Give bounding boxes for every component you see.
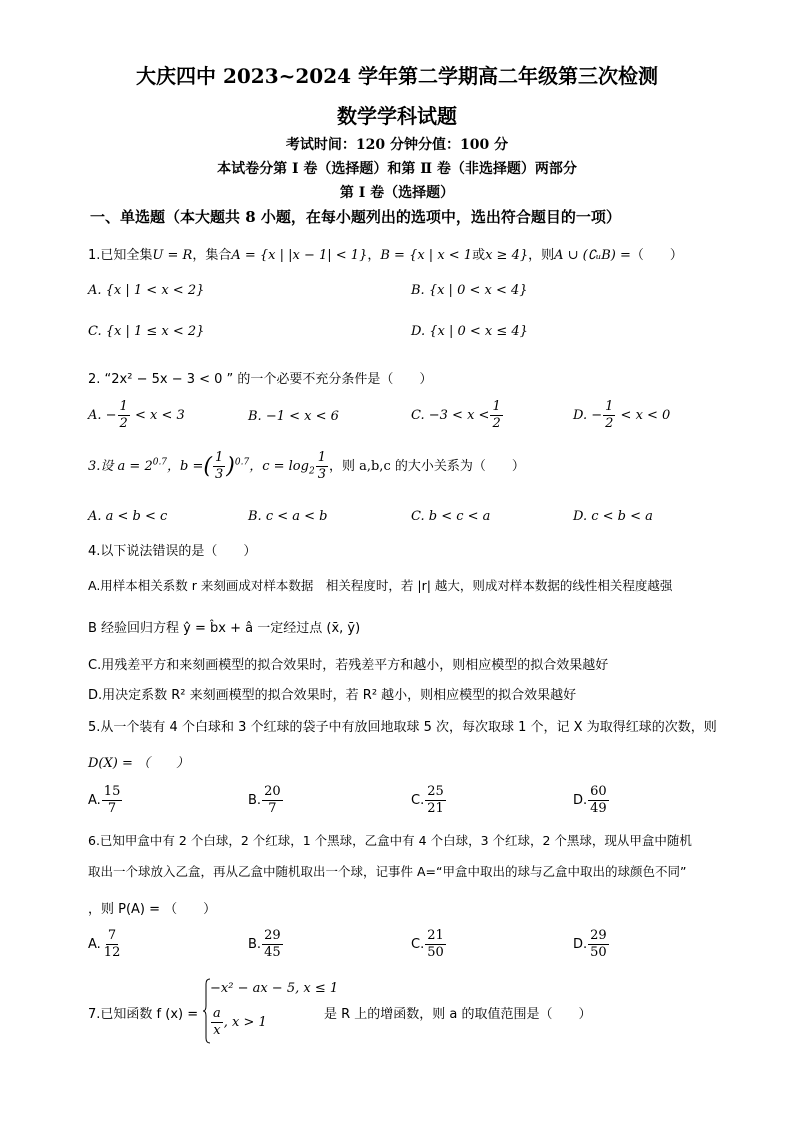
q7-case-2-num: a xyxy=(213,1006,221,1021)
q6-option-d xyxy=(573,928,610,961)
q5-b-fraction xyxy=(262,784,283,817)
q6-d-letter: D. xyxy=(573,937,588,952)
q1-prefix: 1.已知全集 xyxy=(88,248,153,263)
q6-c-letter: C. xyxy=(411,937,425,952)
q2-a-pre: A. − xyxy=(88,408,117,423)
exam-subtitle: 数学学科试题 xyxy=(337,104,457,128)
question-6-line-1: 6.已知甲盒中有 2 个白球，2 个红球，1 个黑球，乙盒中有 4 个白球，3 个红球，2 个黑球，现从甲盒中随机 xyxy=(88,833,692,848)
q6-d-den: 50 xyxy=(590,945,607,960)
q5-option-c xyxy=(411,784,447,817)
q3-mid1: ，b = xyxy=(167,459,204,474)
q6-a-den: 12 xyxy=(103,945,121,960)
q2-a-fraction xyxy=(118,399,130,432)
q5-option-b xyxy=(248,784,284,817)
q2-c-pre: C. −3 < x < xyxy=(411,408,490,423)
q2-d-pre: D. − xyxy=(573,408,603,423)
q5-a-fraction xyxy=(102,784,123,817)
q6-c-den: 50 xyxy=(427,945,444,960)
q6-option-a xyxy=(88,928,123,961)
q3-pre: 3.设 a = 2 xyxy=(88,459,153,474)
q2-c-num: 1 xyxy=(492,399,501,414)
q3-post: ，则 a,b,c 的大小关系为（ ） xyxy=(328,459,525,474)
q2-a-den: 2 xyxy=(119,416,128,431)
q1-option-c: C. {x | 1 ≤ x < 2} xyxy=(88,324,205,339)
question-1-stem xyxy=(88,244,683,263)
question-5-stem-2: D(X) = （ ） xyxy=(88,756,189,771)
q3-option-a: A. a < b < c xyxy=(88,509,168,524)
q3-option-b: B. c < a < b xyxy=(248,509,328,524)
q5-d-fraction xyxy=(588,784,609,817)
volume-heading: 第 Ⅰ 卷（选择题） xyxy=(339,185,455,201)
question-6-line-2: 取出一个球放入乙盒，再从乙盒中随机取出一个球，记事件 A=“甲盒中取出的球与乙盒中取出的球颜色不同” xyxy=(88,864,687,879)
q6-c-num: 21 xyxy=(427,928,444,943)
q7-case-2-den: x xyxy=(213,1023,221,1038)
q2-d-num: 1 xyxy=(605,399,614,414)
q3-den: 3 xyxy=(215,467,224,482)
q1-or: 或 xyxy=(472,248,486,263)
q6-a-num: 7 xyxy=(107,928,117,943)
question-7-prefix: 7.已知函数 f (x) = xyxy=(88,1007,199,1022)
q1-option-b: B. {x | 0 < x < 4} xyxy=(411,283,528,298)
q5-option-d xyxy=(573,784,610,817)
q1-option-a: A. {x | 1 < x < 2} xyxy=(88,283,205,298)
q6-b-den: 45 xyxy=(264,945,281,960)
q2-option-b: B. −1 < x < 6 xyxy=(248,409,339,424)
q3-exp1: 0.7 xyxy=(152,457,168,468)
q1-blank: （ ） xyxy=(630,248,683,263)
q3-left-paren: ( xyxy=(203,454,212,479)
q5-d-num: 60 xyxy=(590,784,607,799)
q1-mid: ，集合 xyxy=(192,248,232,263)
q3-num: 1 xyxy=(215,450,224,465)
q2-option-d xyxy=(573,399,670,432)
section-heading: 一、单选题（本大题共 8 小题，在每小题列出的选项中，选出符合题目的一项） xyxy=(90,208,621,226)
q6-option-b xyxy=(248,928,284,961)
q3-fraction-1 xyxy=(213,450,225,483)
exam-title: 大庆四中 2023~2024 学年第二学期高二年级第三次检测 xyxy=(135,64,658,88)
q2-c-fraction xyxy=(490,399,502,432)
q2-a-num: 1 xyxy=(119,399,128,414)
q2-c-den: 2 xyxy=(492,416,501,431)
exam-time: 考试时间：120 分钟分值：100 分 xyxy=(285,137,509,153)
q3-fraction-2 xyxy=(316,450,328,483)
q1-option-d: D. {x | 0 < x ≤ 4} xyxy=(411,324,528,339)
q5-option-a xyxy=(88,784,123,817)
q5-c-num: 25 xyxy=(427,784,444,799)
q3-mid2: ，c = log xyxy=(249,459,309,474)
q5-c-den: 21 xyxy=(427,801,444,816)
q4-option-c: C.用残差平方和来刻画模型的拟合效果时，若残差平方和越小，则相应模型的拟合效果越好 xyxy=(88,658,609,673)
q5-c-fraction xyxy=(425,784,446,817)
q6-d-fraction xyxy=(588,928,609,961)
q2-d-fraction xyxy=(603,399,615,432)
q1-universal-set: U = R xyxy=(152,248,193,263)
q4-option-d: D.用决定系数 R² 来刻画模型的拟合效果时，若 R² 越小，则相应模型的拟合效果越好 xyxy=(88,688,577,703)
q3-right-paren: ) xyxy=(226,454,235,479)
question-2-stem: 2. “2x² − 5x − 3 < 0 ” 的一个必要不充分条件是（ ） xyxy=(88,372,433,387)
q1-set-b-part2: x ≥ 4} xyxy=(485,248,529,263)
q4-option-b: B 经验回归方程 ŷ = b̂x + â 一定经过点 (x̄, ȳ) xyxy=(88,621,361,636)
q3-den2: 3 xyxy=(317,467,326,482)
q2-option-c xyxy=(411,399,504,432)
q6-option-c xyxy=(411,928,447,961)
q3-exp2: 0.7 xyxy=(234,457,250,468)
question-4-stem: 4.以下说法错误的是（ ） xyxy=(88,544,257,559)
q6-d-num: 29 xyxy=(590,928,607,943)
q1-set-b-part1: B = {x | x < 1 xyxy=(380,248,473,263)
q7-case-2 xyxy=(210,1006,267,1039)
exam-structure: 本试卷分第 Ⅰ 卷（选择题）和第 Ⅱ 卷（非选择题）两部分 xyxy=(217,161,577,177)
q4-option-a: A.用样本相关系数 r 来刻画成对样本数据 相关程度时，若 |r| 越大，则成对样本数据的线性相关程度越强 xyxy=(88,578,673,593)
q1-sep: ， xyxy=(367,248,381,263)
question-6-line-3: ，则 P(A) = （ ） xyxy=(88,902,217,917)
q5-b-den: 7 xyxy=(268,801,277,816)
q2-a-post: < x < 3 xyxy=(130,408,185,423)
q3-option-d: D. c < b < a xyxy=(573,509,653,524)
q5-a-den: 7 xyxy=(107,801,117,816)
q3-num2: 1 xyxy=(317,450,326,465)
q6-b-num: 29 xyxy=(264,928,281,943)
question-7-tail: 是 R 上的增函数，则 a 的取值范围是（ ） xyxy=(324,1007,592,1022)
question-3-stem xyxy=(88,450,525,483)
q3-log-base: 2 xyxy=(308,466,315,477)
q1-set-a: A = {x | |x − 1| < 1} xyxy=(231,248,368,263)
q5-b-letter: B. xyxy=(248,793,262,808)
q1-then: ，则 xyxy=(528,248,555,263)
q3-option-c: C. b < c < a xyxy=(411,509,491,524)
q5-c-letter: C. xyxy=(411,793,425,808)
q6-b-fraction xyxy=(262,928,283,961)
q6-a-letter: A. xyxy=(88,937,101,952)
q7-case-2-fraction xyxy=(211,1006,223,1039)
q6-c-fraction xyxy=(425,928,446,961)
q1-expression: A ∪ (∁ᵤB) = xyxy=(554,248,631,263)
q5-d-letter: D. xyxy=(573,793,588,808)
q5-a-letter: A. xyxy=(88,793,101,808)
q2-d-den: 2 xyxy=(605,416,614,431)
question-5-stem: 5.从一个装有 4 个白球和 3 个红球的袋子中有放回地取球 5 次，每次取球 1 个，记 X 为取得红球的次数，则 xyxy=(88,720,717,735)
q7-case-2-post: , x > 1 xyxy=(223,1015,267,1030)
q2-option-a xyxy=(88,399,185,432)
q5-b-num: 20 xyxy=(264,784,281,799)
q5-d-den: 49 xyxy=(590,801,607,816)
q6-a-fraction xyxy=(102,928,123,961)
q7-case-1: −x² − ax − 5, x ≤ 1 xyxy=(210,981,339,996)
q2-d-post: < x < 0 xyxy=(616,408,671,423)
q6-b-letter: B. xyxy=(248,937,262,952)
q5-a-num: 15 xyxy=(103,784,121,799)
